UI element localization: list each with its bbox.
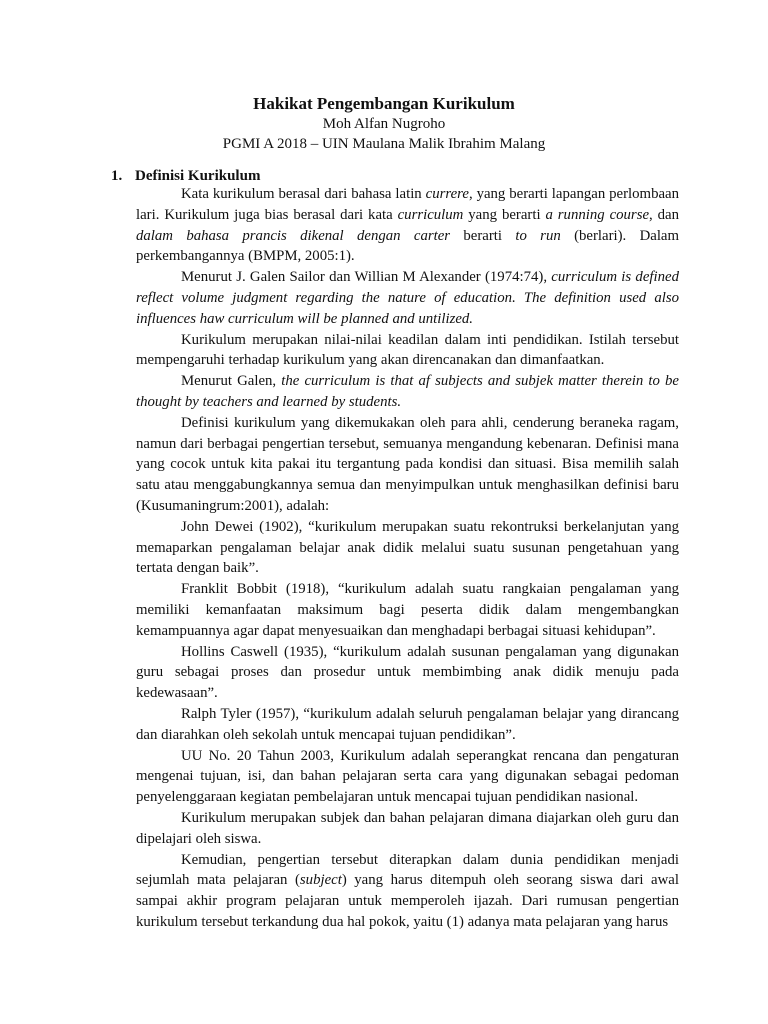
- italic-text: subject: [299, 872, 342, 889]
- body-paragraph: [136, 746, 679, 808]
- body-paragraph: [136, 579, 679, 641]
- italic-text: to run: [515, 227, 561, 244]
- italic-text: currere: [425, 186, 469, 202]
- paragraph-text: Definisi kurikulum yang dikemukakan oleh para ahli, cenderung beraneka ragam, namun dari berbagai pengertian tersebut, semuanya mengandung kebenaran. Definisi mana yang cocok untuk kita pakai itu tergantung pada kondisi dan situasi. Bisa memilih salah satu atau menggabungkannya semua dan menyimpulkan untuk menghasilkan definisi baru (Kusumaningrum:2001), adalah:: [136, 414, 679, 514]
- paragraph-text: ) yang harus ditempuh oleh seorang siswa dari awal sampai akhir program pelajaran untuk memperoleh ijazah. Dari rumusan pengertian kurikulum tersebut terkandung dua hal pokok, yaitu (1) adanya mata pelajaran yang harus: [136, 872, 679, 930]
- paragraph-text: Menurut J. Galen Sailor dan Willian M Alexander (1974:74),: [181, 269, 552, 286]
- paragraph-text: Franklit Bobbit (1918), “kurikulum adalah suatu rangkaian pengalaman yang memiliki kemanfaatan maksimum bagi peserta didik dalam mengembangkan kemampuannya agar dapat menyesuaikan dan menghadapi berbagai situasi kehidupan”.: [136, 581, 679, 639]
- body-paragraph: [136, 413, 679, 517]
- author-affiliation: PGMI A 2018 – UIN Maulana Malik Ibrahim Malang: [222, 136, 546, 152]
- section-heading: [111, 166, 260, 186]
- paragraph-text: Kemudian, pengertian tersebut diterapkan dalam dunia pendidikan menjadi sejumlah mata pelajaran (: [136, 851, 679, 889]
- paragraph-text: , dan: [649, 206, 680, 223]
- body-paragraph: [136, 371, 679, 413]
- document-title: Hakikat Pengembangan Kurikulum: [253, 94, 515, 113]
- body-paragraph: [136, 850, 679, 933]
- document-body: [136, 184, 679, 933]
- body-paragraph: [136, 642, 679, 704]
- italic-text: a running course: [545, 206, 650, 223]
- body-paragraph: [136, 808, 679, 850]
- paragraph-text: Kurikulum merupakan nilai-nilai keadilan dalam inti pendidikan. Istilah tersebut mempengaruhi terhadap kurikulum yang akan direncanakan dan dimanfaatkan.: [136, 331, 679, 369]
- paragraph-text: yang berarti: [463, 206, 546, 223]
- author-name: Moh Alfan Nugroho: [322, 116, 446, 132]
- paragraph-text: John Dewei (1902), “kurikulum merupakan suatu rekontruksi berkelanjutan yang memaparkan pengalaman belajar anak didik melalui suatu susunan pengetahuan yang tertata dengan baik”.: [136, 518, 679, 577]
- paragraph-text: , yang berarti lapangan perlombaan lari. Kurikulum juga bias berasal dari kata: [136, 186, 679, 223]
- section-number: 1.: [111, 168, 123, 184]
- paragraph-text: Hollins Caswell (1935), “kurikulum adalah susunan pengalaman yang digunakan guru sebagai proses dan prosedur untuk membimbing anak didik menuju pada kedewasaan”.: [136, 643, 679, 702]
- paragraph-text: Kata kurikulum berasal dari bahasa latin: [181, 186, 426, 202]
- body-paragraph: [136, 330, 679, 372]
- italic-text: dalam bahasa prancis dikenal dengan carter: [136, 227, 451, 244]
- italic-text: the curriculum is that af subjects and subjek matter therein to be thought by teachers and learned by students.: [136, 373, 680, 410]
- body-paragraph: [136, 184, 679, 267]
- paragraph-text: berarti: [450, 227, 516, 244]
- section-title: Definisi Kurikulum: [135, 168, 261, 184]
- paragraph-text: Ralph Tyler (1957), “kurikulum adalah seluruh pengalaman belajar yang dirancang dan diarahkan oleh sekolah untuk mencapai tujuan pendidikan”.: [136, 705, 679, 743]
- italic-text: curriculum: [397, 206, 464, 223]
- body-paragraph: [136, 517, 679, 579]
- body-paragraph: [136, 267, 679, 329]
- italic-text: curriculum is defined reflect volume judgment regarding the nature of education. The definition used also influences haw curriculum will be planned and untilized.: [136, 269, 679, 327]
- paragraph-text: Kurikulum merupakan subjek dan bahan pelajaran dimana diajarkan oleh guru dan dipelajari oleh siswa.: [136, 809, 679, 847]
- paragraph-text: (berlari). Dalam perkembangannya (BMPM, 2005:1).: [136, 227, 680, 265]
- paragraph-text: UU No. 20 Tahun 2003, Kurikulum adalah seperangkat rencana dan pengaturan mengenai tujuan, isi, dan bahan pelajaran serta cara yang digunakan sebagai pedoman penyelenggaraan kegiatan pembelajaran untuk mencapai tujuan pendidikan nasional.: [136, 747, 679, 806]
- document-header: [0, 93, 768, 154]
- paragraph-text: Menurut Galen,: [181, 373, 282, 390]
- body-paragraph: [136, 704, 679, 746]
